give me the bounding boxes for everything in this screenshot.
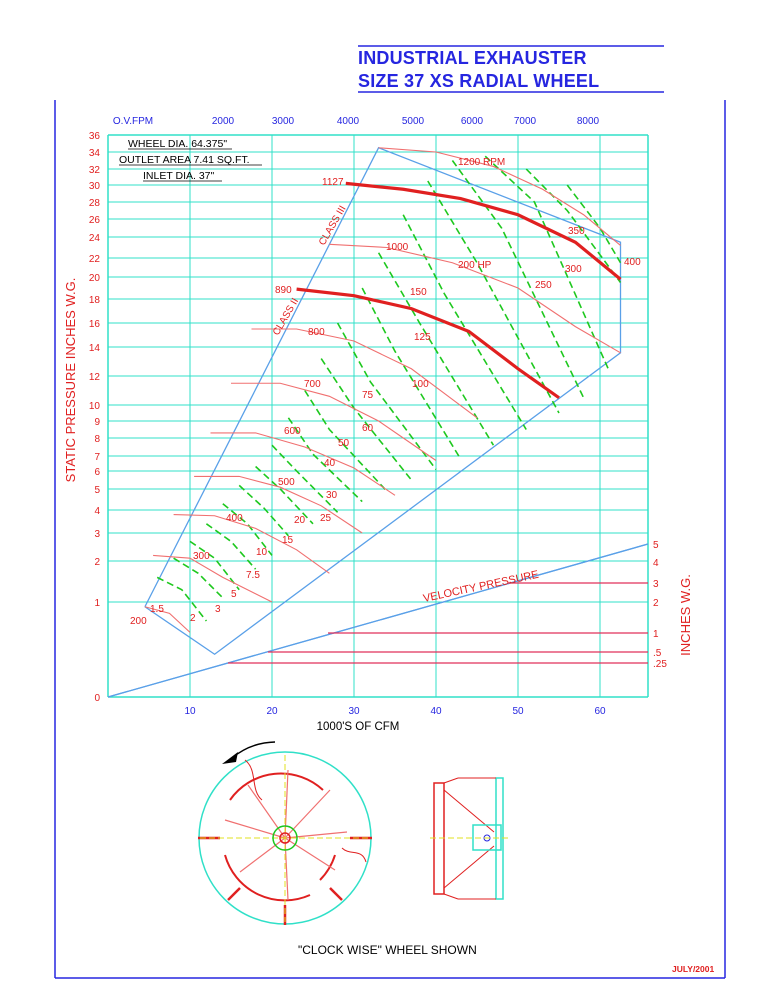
rated-rpm-label: 1127 bbox=[322, 177, 344, 188]
hp-label: 200 HP bbox=[458, 260, 492, 271]
rpm-label: 300 bbox=[193, 551, 210, 562]
wheel-caption: "CLOCK WISE" WHEEL SHOWN bbox=[298, 943, 477, 957]
hp-label: 300 bbox=[565, 264, 582, 275]
x-tick-label: 50 bbox=[512, 706, 524, 717]
footer-date: JULY/2001 bbox=[672, 964, 715, 974]
y-tick-label: 22 bbox=[88, 254, 100, 265]
hp-curve bbox=[239, 485, 288, 535]
vp-tick-label: 4 bbox=[653, 558, 659, 569]
hp-label: 40 bbox=[324, 458, 336, 469]
spec-box bbox=[119, 138, 262, 182]
top-tick-label: 7000 bbox=[513, 116, 537, 127]
y-tick-label: 3 bbox=[94, 529, 100, 540]
hp-curve bbox=[174, 558, 223, 598]
rpm-label: 200 bbox=[130, 616, 147, 627]
y-tick-label: 32 bbox=[88, 165, 100, 176]
hp-label: 400 bbox=[624, 257, 641, 268]
y-tick-label: 9 bbox=[94, 417, 100, 428]
top-axis-label: O.V.FPM bbox=[112, 116, 154, 127]
top-tick-label: 2000 bbox=[211, 116, 235, 127]
y-tick-label: 28 bbox=[88, 198, 100, 209]
y-tick-label: 14 bbox=[88, 343, 100, 354]
hp-label: 50 bbox=[338, 438, 350, 449]
y-tick-label: 12 bbox=[88, 372, 100, 383]
rpm-label: 400 bbox=[226, 513, 243, 524]
vp-tick-label: 2 bbox=[653, 598, 659, 609]
rated-rpm-label: 890 bbox=[275, 285, 292, 296]
hp-label: 1.5 bbox=[150, 604, 164, 615]
vp-tick-label: .5 bbox=[653, 648, 662, 659]
y-tick-label: 7 bbox=[94, 452, 100, 463]
hp-label: 125 bbox=[414, 332, 431, 343]
x-tick-label: 60 bbox=[594, 706, 606, 717]
hp-label: 350 bbox=[568, 226, 585, 237]
x-tick-label: 40 bbox=[430, 706, 442, 717]
rpm-label: 800 bbox=[308, 327, 325, 338]
spec-wheel-dia: WHEEL DIA. 64.375" bbox=[128, 138, 228, 150]
hp-label: 20 bbox=[294, 515, 306, 526]
hp-curve bbox=[485, 156, 608, 369]
hp-label: 250 bbox=[535, 280, 552, 291]
top-tick-label: 4000 bbox=[336, 116, 360, 127]
rpm-curve bbox=[211, 433, 396, 495]
chart-labels bbox=[63, 116, 693, 733]
hp-label: 5 bbox=[231, 589, 237, 600]
rpm-label: 500 bbox=[278, 477, 295, 488]
y-tick-label: 24 bbox=[88, 233, 100, 244]
y-tick-label: 10 bbox=[88, 401, 100, 412]
spec-outlet-area: OUTLET AREA 7.41 SQ.FT. bbox=[119, 154, 250, 166]
hp-label: 7.5 bbox=[246, 570, 260, 581]
y-tick-label: 1 bbox=[94, 598, 100, 609]
hp-label: 10 bbox=[256, 547, 268, 558]
vp-tick-label: .25 bbox=[653, 659, 667, 670]
hp-label: 150 bbox=[410, 287, 427, 298]
horsepower-curves bbox=[157, 156, 620, 621]
right-axis-label: INCHES W.G. bbox=[678, 574, 693, 656]
y-tick-label: 26 bbox=[88, 215, 100, 226]
top-tick-label: 3000 bbox=[271, 116, 295, 127]
y-tick-label: 6 bbox=[94, 467, 100, 478]
y-tick-label: 34 bbox=[88, 148, 100, 159]
class-label: CLASS III bbox=[317, 203, 349, 248]
vp-tick-label: 5 bbox=[653, 540, 659, 551]
y-tick-label: 20 bbox=[88, 273, 100, 284]
y-tick-label: 36 bbox=[88, 131, 100, 142]
top-tick-label: 6000 bbox=[460, 116, 484, 127]
vp-label: VELOCITY PRESSURE bbox=[422, 568, 540, 605]
y-tick-label: 5 bbox=[94, 485, 100, 496]
hp-curve bbox=[338, 323, 436, 470]
hp-label: 30 bbox=[326, 490, 338, 501]
y-tick-label: 2 bbox=[94, 557, 100, 568]
hp-curve bbox=[362, 288, 460, 459]
hp-label: 3 bbox=[215, 604, 221, 615]
y-tick-label: 8 bbox=[94, 434, 100, 445]
x-tick-label: 10 bbox=[184, 706, 196, 717]
hp-curve bbox=[157, 577, 206, 621]
hp-curve bbox=[206, 524, 255, 569]
hp-label: 100 bbox=[412, 379, 429, 390]
y-axis-label: STATIC PRESSURE INCHES W.G. bbox=[63, 277, 78, 483]
rpm-curve bbox=[231, 383, 436, 460]
rpm-label: 1000 bbox=[386, 242, 409, 253]
spec-inlet-dia: INLET DIA. 37" bbox=[143, 170, 215, 182]
hp-label: 75 bbox=[362, 390, 374, 401]
hp-label: 2 bbox=[190, 613, 196, 624]
y-tick-label: 18 bbox=[88, 295, 100, 306]
wheel-side-view bbox=[430, 778, 510, 899]
fan-envelope bbox=[108, 148, 648, 697]
top-tick-label: 8000 bbox=[576, 116, 600, 127]
hp-label: 60 bbox=[362, 423, 374, 434]
sheet-border bbox=[55, 46, 725, 978]
vp-tick-label: 3 bbox=[653, 579, 659, 590]
title-line-2: SIZE 37 XS RADIAL WHEEL bbox=[358, 71, 600, 91]
rpm-curve bbox=[252, 329, 478, 418]
y-tick-label: 0 bbox=[94, 693, 100, 704]
hp-label: 25 bbox=[320, 513, 332, 524]
x-tick-label: 30 bbox=[348, 706, 360, 717]
hp-label: 15 bbox=[282, 535, 294, 546]
chart-grid bbox=[108, 135, 648, 697]
x-tick-label: 20 bbox=[266, 706, 278, 717]
envelope-outline bbox=[145, 148, 621, 655]
rpm-label: 600 bbox=[284, 426, 301, 437]
y-tick-label: 16 bbox=[88, 319, 100, 330]
title-line-1: INDUSTRIAL EXHAUSTER bbox=[358, 48, 587, 68]
rpm-label: 700 bbox=[304, 379, 321, 390]
rpm-label: 1200 RPM bbox=[458, 157, 506, 168]
rpm-curves bbox=[145, 148, 621, 633]
vp-tick-label: 1 bbox=[653, 629, 659, 640]
wheel-front-view bbox=[198, 752, 372, 925]
x-axis-label: 1000'S OF CFM bbox=[316, 721, 400, 733]
top-tick-label: 5000 bbox=[401, 116, 425, 127]
class-label: CLASS II bbox=[271, 296, 302, 338]
y-tick-label: 4 bbox=[94, 506, 100, 517]
y-tick-label: 30 bbox=[88, 181, 100, 192]
